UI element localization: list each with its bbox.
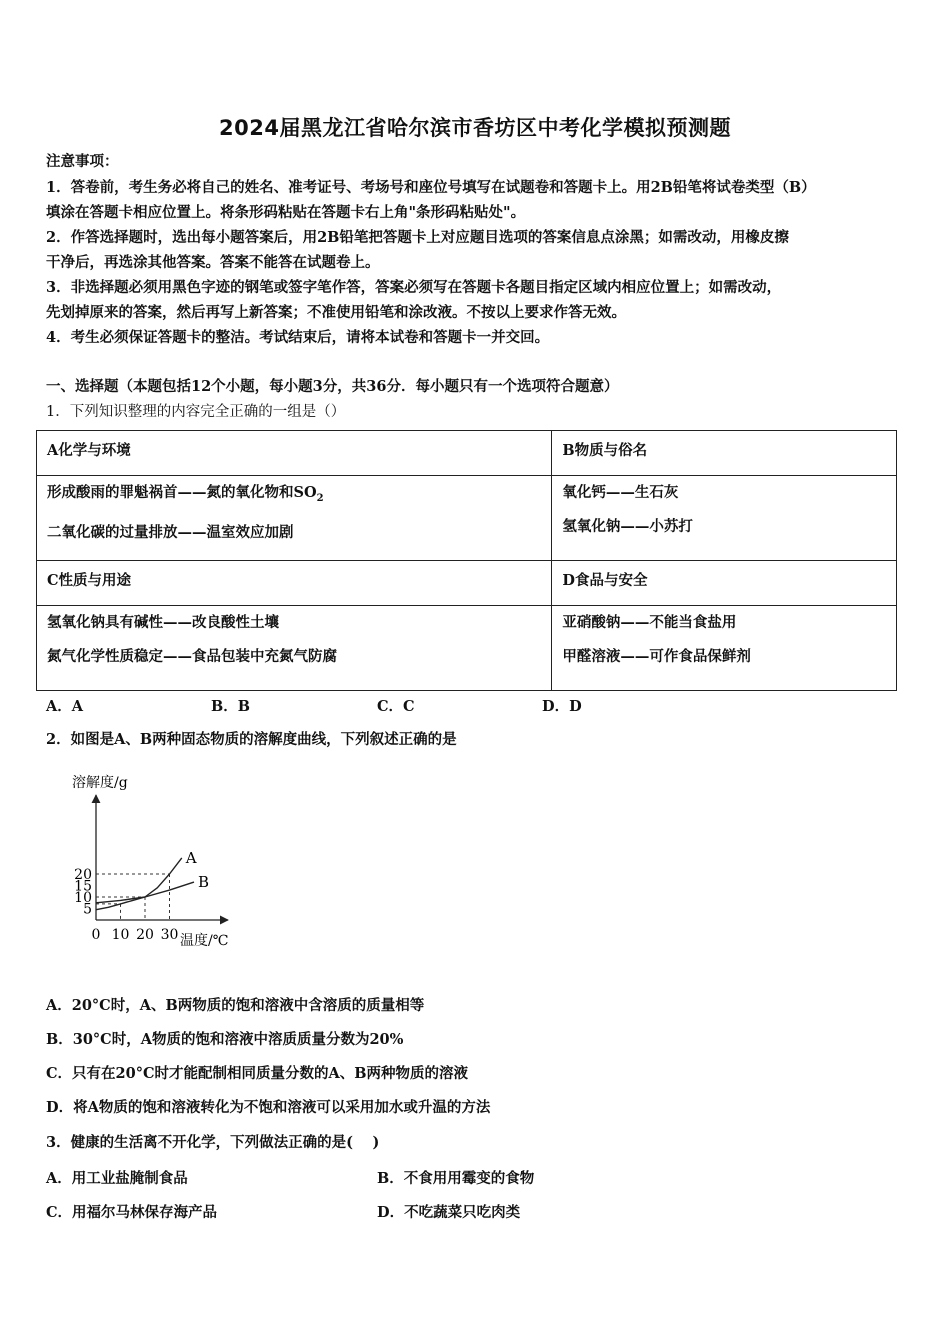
q2-option-c[interactable]: C．只有在20°C时才能配制相同质量分数的A、B两种物质的溶液 (46, 1065, 469, 1082)
cell-a-line-1: 形成酸雨的罪魁祸首——氮的氧化物和$SO_2$ (47, 484, 324, 504)
series-a-label: A (185, 848, 197, 867)
question-1-stem: 1．下列知识整理的内容完全正确的一组是（） (46, 404, 346, 420)
q1-option-d[interactable]: D．D (542, 698, 582, 715)
y-tick-label: 10 (74, 890, 92, 906)
cell-c-title: C性质与用途 (37, 561, 552, 606)
x-tick-label: 20 (136, 927, 154, 943)
q1-option-a[interactable]: A．A (46, 698, 84, 715)
q3-option-c[interactable]: C．用福尔马林保存海产品 (46, 1204, 218, 1221)
cell-d-line-1: 亚硝酸钠——不能当食盐用 (562, 614, 737, 631)
cell-a-line-2: 二氧化碳的过量排放——温室效应加剧 (47, 523, 294, 541)
cell-b-content (552, 476, 897, 561)
knowledge-table (36, 430, 897, 691)
y-tick-label: 20 (74, 867, 92, 883)
x-axis-label: 温度/℃ (180, 933, 229, 949)
cell-d-content (552, 606, 897, 691)
cell-b-line-1: 氧化钙——生石灰 (562, 484, 679, 501)
notice-line: 4．考生必须保证答题卡的整洁。考试结束后，请将本试卷和答题卡一并交回。 (46, 329, 550, 346)
page-title: 2024届黑龙江省哈尔滨市香坊区中考化学模拟预测题 (219, 116, 731, 140)
cell-a-content (37, 476, 552, 561)
q2-option-d[interactable]: D．将A物质的饱和溶液转化为不饱和溶液可以采用加水或升温的方法 (46, 1099, 491, 1116)
notice-line: 1．答卷前，考生务必将自己的姓名、准考证号、考场号和座位号填写在试题卷和答题卡上。用2B铅笔将试卷类型（B） (46, 179, 816, 196)
notice-heading: 注意事项： (46, 153, 119, 170)
notice-line: 2．作答选择题时，选出每小题答案后，用2B铅笔把答题卡上对应题目选项的答案信息点涂黑；如需改动，用橡皮擦 (46, 229, 789, 246)
x-tick-label: 0 (91, 927, 101, 943)
cell-a-title: A化学与环境 (37, 431, 552, 476)
x-tick-label: 10 (111, 927, 130, 943)
notice-line: 干净后，再选涂其他答案。答案不能答在试题卷上。 (46, 254, 380, 271)
cell-c-content (37, 606, 552, 691)
cell-d-title: D食品与安全 (552, 561, 897, 606)
q3-option-a[interactable]: A．用工业盐腌制食品 (46, 1170, 188, 1187)
q2-option-b[interactable]: B．30°C时，A物质的饱和溶液中溶质质量分数为20% (46, 1031, 404, 1048)
q3-option-d[interactable]: D．不吃蔬菜只吃肉类 (377, 1204, 521, 1221)
q1-option-b[interactable]: B．B (211, 698, 251, 715)
q2-option-a[interactable]: A．20°C时，A、B两物质的饱和溶液中含溶质的质量相等 (46, 997, 425, 1014)
cell-b-title: B物质与俗名 (552, 431, 897, 476)
y-tick-label: 5 (83, 901, 92, 918)
notice-line: 填涂在答题卡相应位置上。将条形码粘贴在答题卡右上角"条形码粘贴处"。 (46, 204, 526, 221)
x-tick-label: 30 (160, 927, 179, 943)
solubility-chart (60, 765, 260, 955)
notice-line: 3．非选择题必须用黑色字迹的钢笔或签字笔作答，答案必须写在答题卡各题目指定区域内相应位置上；如需改动， (46, 279, 782, 296)
q3-option-b[interactable]: B．不食用用霉变的食物 (377, 1170, 535, 1187)
y-axis-label: 溶解度/g (72, 775, 128, 791)
q1-option-c[interactable]: C．C (377, 698, 415, 715)
notice-line: 先划掉原来的答案，然后再写上新答案；不准使用铅笔和涂改液。不按以上要求作答无效。 (46, 304, 626, 321)
question-2-stem: 2．如图是A、B两种固态物质的溶解度曲线，下列叙述正确的是 (46, 731, 457, 748)
cell-b-line-2: 氢氧化钠——小苏打 (562, 518, 693, 535)
series-b-label: B (198, 873, 210, 892)
cell-c-line-2: 氮气化学性质稳定——食品包装中充氮气防腐 (47, 648, 337, 665)
cell-d-line-2: 甲醛溶液——可作食品保鲜剂 (562, 648, 751, 665)
y-tick-label: 15 (74, 878, 92, 895)
section-heading: 一、选择题（本题包括12个小题，每小题3分，共36分．每小题只有一个选项符合题意） (46, 378, 619, 395)
question-3-stem: 3．健康的生活离不开化学，下列做法正确的是( ) (46, 1134, 380, 1151)
cell-c-line-1: 氢氧化钠具有碱性——改良酸性土壤 (47, 614, 279, 631)
